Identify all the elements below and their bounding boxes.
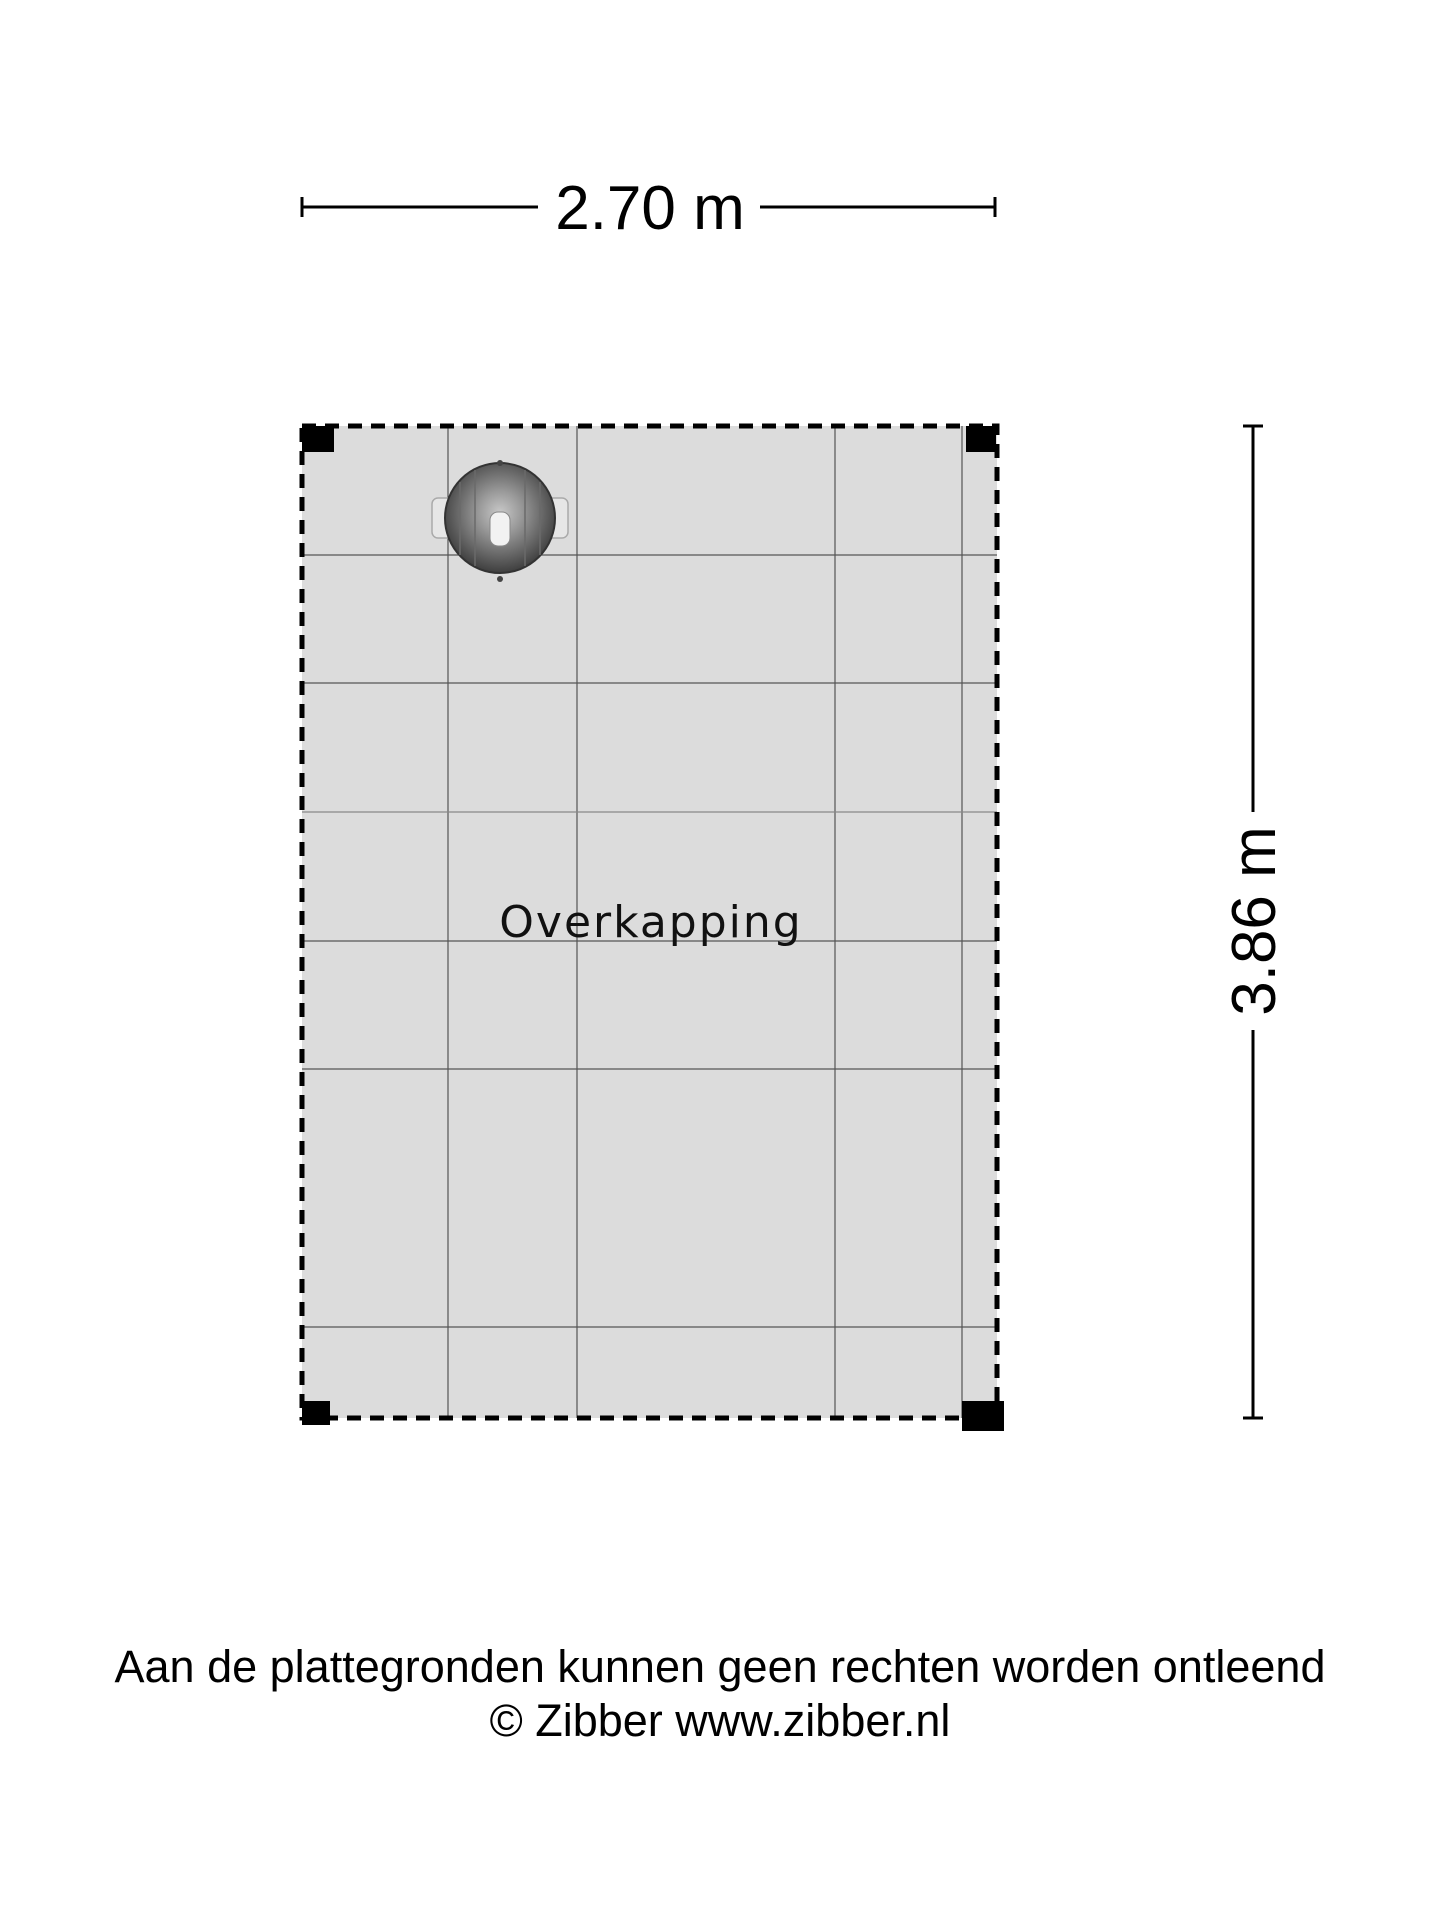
- depth-dimension: [1220, 426, 1289, 1418]
- copyright-text: © Zibber www.zibber.nl: [489, 1695, 951, 1746]
- width-label: 2.70 m: [555, 174, 745, 243]
- disclaimer-text: Aan de plattegronden kunnen geen rechten worden ontleend: [114, 1641, 1326, 1692]
- room-label: Overkapping: [499, 897, 803, 948]
- width-dimension: [302, 174, 995, 243]
- post-bottom-right: [962, 1401, 1004, 1431]
- post-top-right: [966, 426, 996, 452]
- post-top-left: [302, 426, 334, 452]
- depth-label: 3.86 m: [1220, 826, 1289, 1016]
- post-bottom-left: [302, 1401, 330, 1425]
